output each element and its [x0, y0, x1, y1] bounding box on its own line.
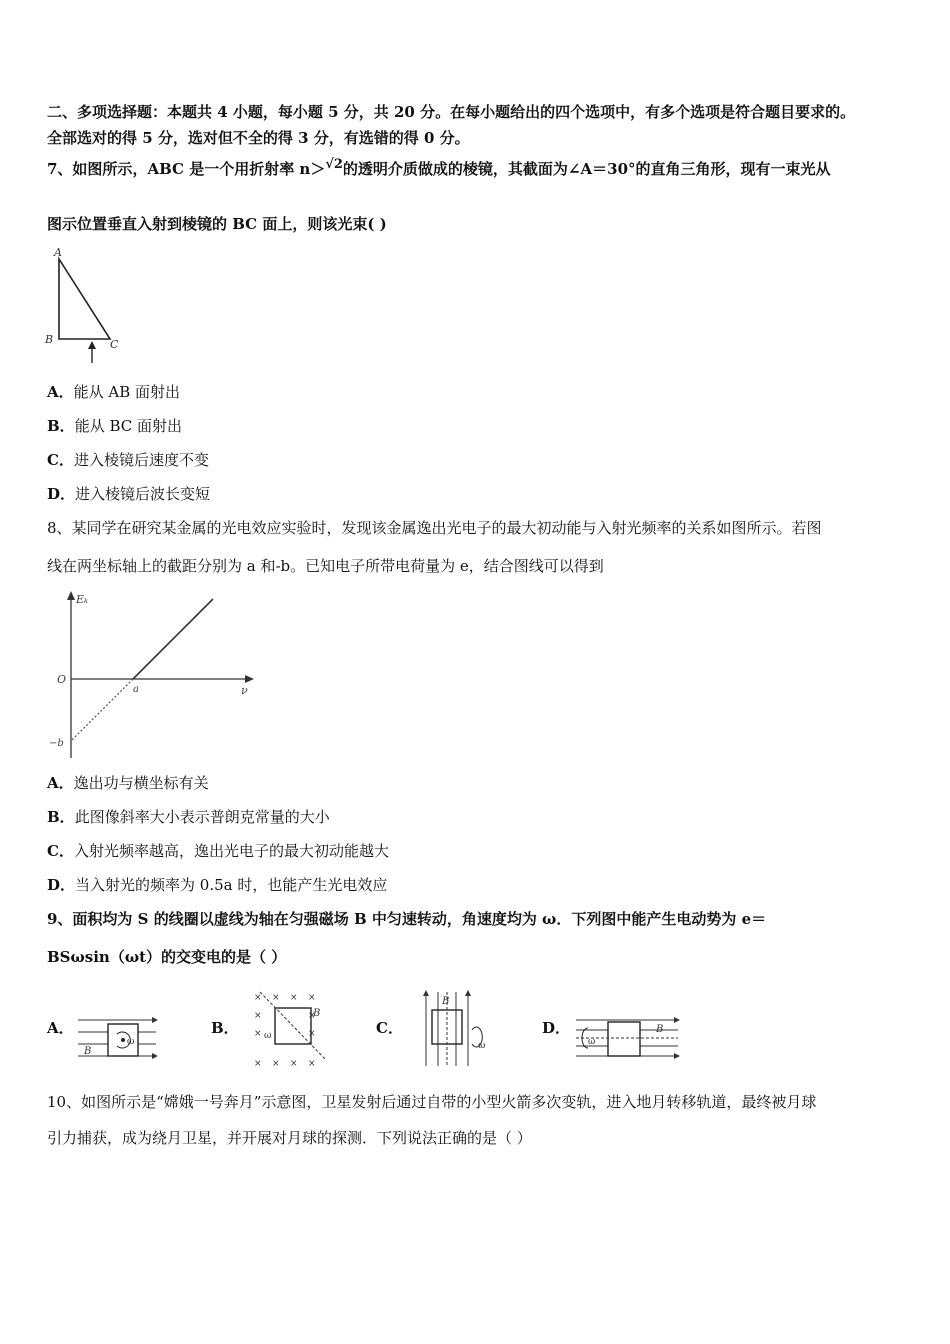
incident-ray-arrow	[88, 341, 96, 349]
q9-label-d: D．	[542, 1019, 571, 1037]
y-axis-label: Eₖ	[76, 593, 89, 606]
q8-option-d: D．当入射光的频率为 0.5a 时，也能产生光电效应	[47, 876, 388, 894]
q7-option-c: C．进入棱镜后速度不变	[47, 451, 209, 469]
field-label: B	[656, 1024, 664, 1035]
q10-stem-line2: 引力捕获，成为绕月卫星，并开展对月球的探测．下列说法正确的是（ ）	[47, 1129, 532, 1147]
section-heading-line1: 二、多项选择题：本题共 4 小题，每小题 5 分，共 20 分。在每小题给出的四个选项中，有多个选项是符合题目要求的。	[47, 103, 856, 121]
q7-option-b: B．能从 BC 面射出	[47, 417, 183, 435]
neg-b-label: −b	[49, 738, 64, 749]
q9-label-a: A．	[47, 1019, 74, 1037]
svg-text:×: ×	[308, 993, 316, 1003]
svg-text:×: ×	[308, 1029, 316, 1039]
q9-label-b: B．	[211, 1019, 239, 1037]
q9-figure-d	[572, 1012, 682, 1064]
svg-text:×: ×	[254, 1011, 262, 1021]
svg-text:×: ×	[272, 993, 280, 1003]
field-label: B	[313, 1008, 321, 1019]
section-heading-line2: 全部选对的得 5 分，选对但不全的得 3 分，有选错的得 0 分。	[47, 129, 470, 147]
q7-stem-part-b: 的透明介质做成的棱镜，其截面为∠A＝30°的直角三角形，现有一束光从	[342, 160, 831, 178]
vertex-a-label: A	[54, 246, 62, 259]
svg-text:×: ×	[290, 1059, 298, 1069]
q7-option-a: A．能从 AB 面射出	[47, 383, 181, 401]
vertex-b-label: B	[45, 333, 54, 346]
q7-prism-figure	[40, 243, 130, 365]
q7-option-d: D．进入棱镜后波长变短	[47, 485, 211, 503]
omega-label: ω	[264, 1031, 272, 1041]
ek-line	[133, 599, 213, 679]
q8-option-a: A．逸出功与横坐标有关	[47, 774, 209, 792]
q8-stem-line2: 线在两坐标轴上的截距分别为 a 和-b。已知电子所带电荷量为 e，结合图线可以得到	[47, 557, 604, 575]
svg-text:×: ×	[254, 1029, 262, 1039]
origin-label: O	[57, 673, 67, 686]
q9-figure-c	[418, 988, 490, 1068]
q8-stem-line1: 8、某同学在研究某金属的光电效应实验时，发现该金属逸出光电子的最大初动能与入射光频率的关系如图所示。若图	[47, 519, 822, 537]
q9-figure-a	[76, 1012, 160, 1066]
prism-triangle	[59, 259, 110, 339]
omega-label: ω	[478, 1041, 486, 1051]
x-axis-arrow	[245, 675, 254, 683]
q9-figure-b	[250, 988, 330, 1070]
omega-label: ω	[588, 1037, 596, 1047]
y-axis-arrow	[67, 591, 75, 600]
q9-label-c: C．	[376, 1019, 403, 1037]
field-label: B	[84, 1046, 92, 1057]
q10-stem-line1: 10、如图所示是“嫦娥一号奔月”示意图，卫星发射后通过自带的小型火箭多次变轨，进入地月转移轨道，最终被月球	[47, 1093, 817, 1111]
coil	[608, 1022, 640, 1056]
svg-text:×: ×	[254, 1059, 262, 1069]
q8-option-b: B．此图像斜率大小表示普朗克常量的大小	[47, 808, 330, 826]
q7-stem-part-a: 7、如图所示，ABC 是一个用折射率 n＞	[47, 160, 326, 178]
q7-sqrt: √2	[325, 157, 343, 172]
svg-text:×: ×	[272, 1059, 280, 1069]
field-label: B	[442, 996, 450, 1007]
svg-text:×: ×	[254, 993, 262, 1003]
q8-graph-figure	[46, 588, 266, 760]
vertex-c-label: C	[110, 338, 119, 351]
a-label: a	[133, 684, 139, 695]
x-axis-label: ν	[241, 684, 248, 697]
q7-stem-line2: 图示位置垂直入射到棱镜的 BC 面上，则该光束( )	[47, 215, 387, 233]
q9-stem-line2: BSωsin（ωt）的交变电的是（ ）	[47, 948, 287, 966]
q7-stem-line1	[47, 159, 831, 181]
svg-text:×: ×	[308, 1011, 316, 1021]
omega-label: ω	[127, 1037, 135, 1047]
svg-text:×: ×	[290, 993, 298, 1003]
svg-text:×: ×	[308, 1059, 316, 1069]
ek-line-extension	[71, 679, 133, 741]
q9-stem-line1: 9、面积均为 S 的线圈以虚线为轴在匀强磁场 B 中匀速转动，角速度均为 ω．下列图中能产生电动势为 e＝	[47, 910, 767, 928]
q8-option-c: C．入射光频率越高，逸出光电子的最大初动能越大	[47, 842, 389, 860]
